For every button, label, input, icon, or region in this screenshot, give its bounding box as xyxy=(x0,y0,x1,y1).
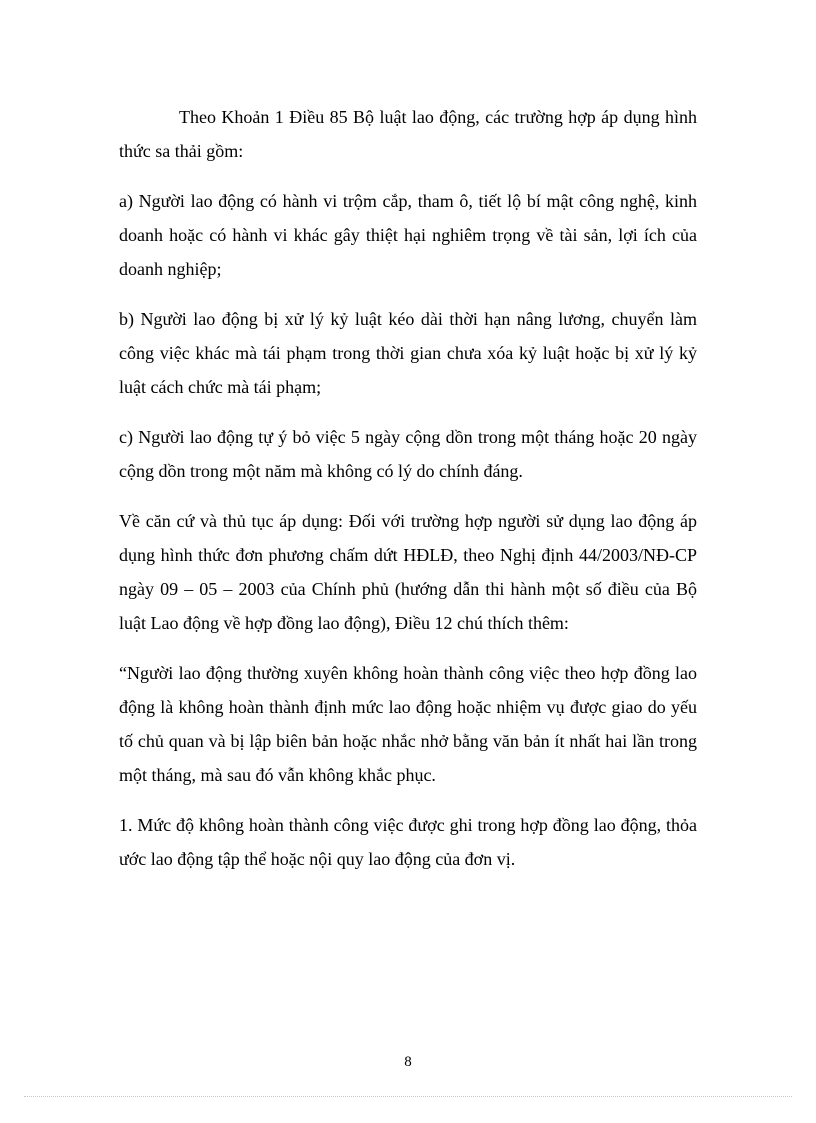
page-number: 8 xyxy=(404,1054,412,1070)
paragraph-item-a: a) Người lao động có hành vi trộm cắp, tham ô, tiết lộ bí mật công nghệ, kinh doanh hoặc có hành vi khác gây thiệt hại nghiêm trọng về tài sản, lợi ích của doanh nghiệp; xyxy=(119,191,697,279)
paragraph-point-1: 1. Mức độ không hoàn thành công việc được ghi trong hợp đồng lao động, thỏa ước lao động tập thể hoặc nội quy lao động của đơn vị. xyxy=(119,815,697,869)
page-bottom-divider xyxy=(24,1096,792,1097)
paragraph-quote: “Người lao động thường xuyên không hoàn thành công việc theo hợp đồng lao động là không hoàn thành định mức lao động hoặc nhiệm vụ được giao do yếu tố chủ quan và bị lập biên bản hoặc nhắc nhở bằng văn bản ít nhất hai lần trong một tháng, mà sau đó vẫn không khắc phục. xyxy=(119,663,697,785)
paragraph-item-b: b) Người lao động bị xử lý kỷ luật kéo dài thời hạn nâng lương, chuyển làm công việc khác mà tái phạm trong thời gian chưa xóa kỷ luật hoặc bị xử lý kỷ luật cách chức mà tái phạm; xyxy=(119,309,697,397)
document-body xyxy=(119,100,697,876)
paragraph-item-c: c) Người lao động tự ý bỏ việc 5 ngày cộng dồn trong một tháng hoặc 20 ngày cộng dồn trong một năm mà không có lý do chính đáng. xyxy=(119,427,697,481)
paragraph-intro: Theo Khoản 1 Điều 85 Bộ luật lao động, các trường hợp áp dụng hình thức sa thải gồm: xyxy=(119,107,697,161)
paragraph-procedure: Về căn cứ và thủ tục áp dụng: Đối với trường hợp người sử dụng lao động áp dụng hình thức đơn phương chấm dứt HĐLĐ, theo Nghị định 44/2003/NĐ-CP ngày 09 – 05 – 2003 của Chính phủ (hướng dẫn thi hành một số điều của Bộ luật Lao động về hợp đồng lao động), Điều 12 chú thích thêm: xyxy=(119,511,697,633)
